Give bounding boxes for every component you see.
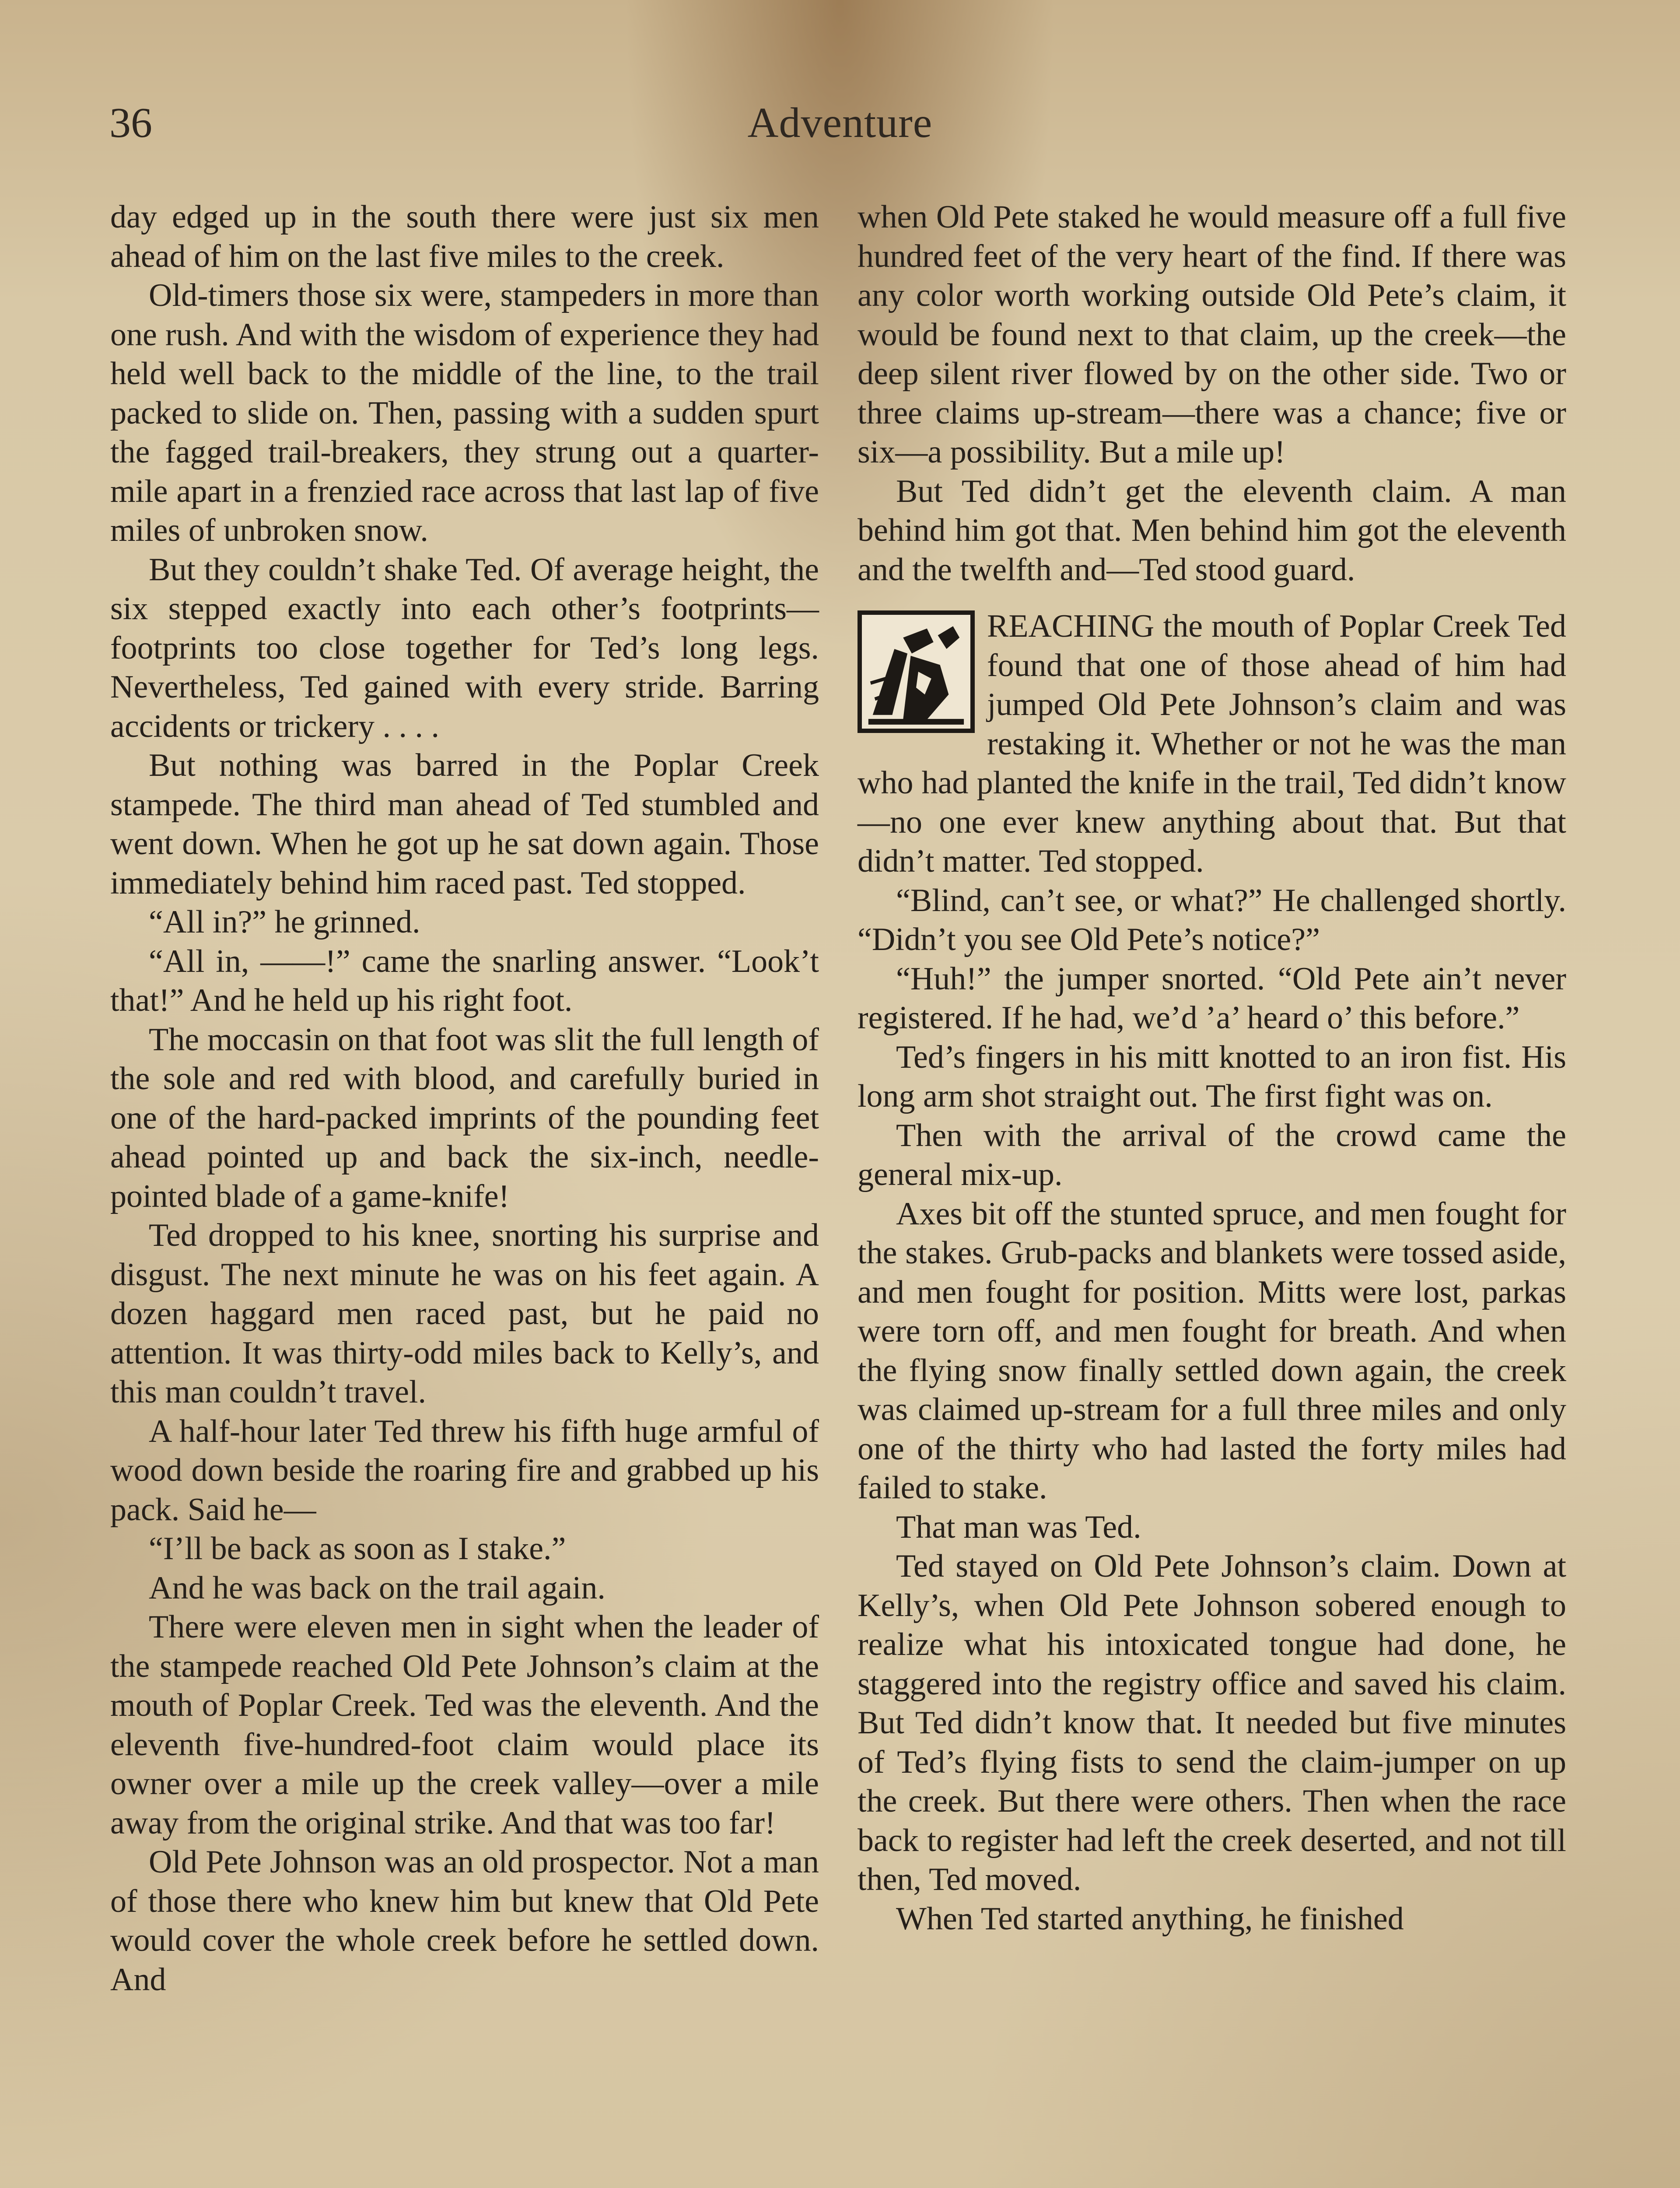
paragraph: And he was back on the trail again. <box>149 1570 606 1606</box>
paragraph: That man was Ted. <box>896 1509 1141 1545</box>
paragraph: Old-timers those six were, stampeders in more than one rush. And with the wisdom of experience they had held well back to the middle of the line, to the trail packed to slide on. Then, passing with a sudden spurt the fagged trail-breakers, they strung out a quarter-mile apart in a frenzied race across that last lap of five miles of unbroken snow. <box>110 277 819 548</box>
running-head: Adventure <box>747 99 933 147</box>
paragraph: day edged up in the south there were just six men ahead of him on the last five miles to the creek. <box>110 199 819 274</box>
woodcut-figure-icon <box>862 615 970 729</box>
paragraph: “Huh!” the jumper snorted. “Old Pete ain’t never registered. If he had, we’d ’a’ heard o’ this before.” <box>858 961 1566 1036</box>
paragraph: “I’ll be back as soon as I stake.” <box>149 1531 566 1567</box>
paragraph: Ted dropped to his knee, snorting his surprise and disgust. The next minute he was on his feet again. A dozen haggard men raced past, but he paid no attention. It was thirty-odd miles back to Kelly’s, and this man couldn’t travel. <box>110 1217 819 1410</box>
paragraph-text: REACHING the mouth of Poplar Creek Ted found that one of those ahead of him had jumped Old Pete Johnson’s claim and was restaking it. Whether or not he was the man who had planted the knife in the trail, Ted didn’t know—no one ever knew anything about that. But that didn’t matter. Ted stopped. <box>858 608 1566 879</box>
paragraph: “All in?” he grinned. <box>149 904 420 940</box>
decorative-initial-illustration <box>858 610 975 733</box>
paragraph: “Blind, can’t see, or what?” He challenged shortly. “Didn’t you see Old Pete’s notice?” <box>858 882 1566 957</box>
paragraph: But nothing was barred in the Poplar Creek stampede. The third man ahead of Ted stumbled and went down. When he got up he sat down again. Those immediately behind him raced past. Ted stopped. <box>110 747 819 901</box>
page-number: 36 <box>109 99 152 147</box>
paragraph: When Ted started anything, he finished <box>896 1900 1404 1937</box>
paragraph: A half-hour later Ted threw his fifth huge armful of wood down beside the roaring fire and grabbed up his pack. Said he— <box>110 1413 819 1528</box>
paragraph: The moccasin on that foot was slit the full length of the sole and red with blood, and carefully buried in one of the hard-packed imprints of the pounding feet ahead pointed up and back the six-inch, needle-pointed blade of a game-knife! <box>110 1021 819 1214</box>
paragraph: Then with the arrival of the crowd came the general mix-up. <box>858 1117 1566 1192</box>
paragraph: Axes bit off the stunted spruce, and men fought for the stakes. Grub-packs and blankets were tossed aside, and men fought for position. Mitts were lost, parkas were torn off, and men fought for breath. And when the flying snow finally settled down again, the creek was claimed up-stream for a full three miles and only one of the thirty who had lasted the forty miles had failed to stake. <box>858 1196 1566 1506</box>
paragraph: when Old Pete staked he would measure off a full five hundred feet of the very heart of the find. If there was any color worth working outside Old Pete’s claim, it would be found next to that claim, up the creek—the deep silent river flowed by on the other side. Two or three claims up-stream—there was a chance; five or six—a possibility. But a mile up! <box>858 199 1566 470</box>
left-column <box>110 198 819 1999</box>
paragraph: There were eleven men in sight when the leader of the stampede reached Old Pete Johnson’s claim at the mouth of Poplar Creek. Ted was the eleventh. And the eleventh five-hundred-foot claim would place its owner over a mile up the creek valley—over a mile away from the original strike. And that was too far! <box>110 1609 819 1841</box>
drop-cap-paragraph <box>858 607 1566 881</box>
paragraph: Old Pete Johnson was an old prospector. Not a man of those there who knew him but knew that Old Pete would cover the whole creek before he settled down. And <box>110 1844 819 1998</box>
paragraph: But Ted didn’t get the eleventh claim. A man behind him got that. Men behind him got the eleventh and the twelfth and—Ted stood guard. <box>858 473 1566 588</box>
right-column <box>858 198 1566 1939</box>
paragraph: But they couldn’t shake Ted. Of average height, the six stepped exactly into each other’s footprints—footprints too close together for Ted’s long legs. Nevertheless, Ted gained with every stride. Barring accidents or trickery . . . . <box>110 551 819 744</box>
paragraph: Ted stayed on Old Pete Johnson’s claim. Down at Kelly’s, when Old Pete Johnson sobered enough to realize what his intoxicated tongue had done, he staggered into the registry office and saved his claim. But Ted didn’t know that. It needed but five minutes of Ted’s flying fists to send the claim-jumper on up the creek. But there were others. Then when the race back to register had left the creek deserted, and not till then, Ted moved. <box>858 1548 1566 1897</box>
paragraph: Ted’s fingers in his mitt knotted to an iron fist. His long arm shot straight out. The first fight was on. <box>858 1039 1566 1114</box>
paragraph: “All in, ——!” came the snarling answer. “Look’t that!” And he held up his right foot. <box>110 943 819 1018</box>
